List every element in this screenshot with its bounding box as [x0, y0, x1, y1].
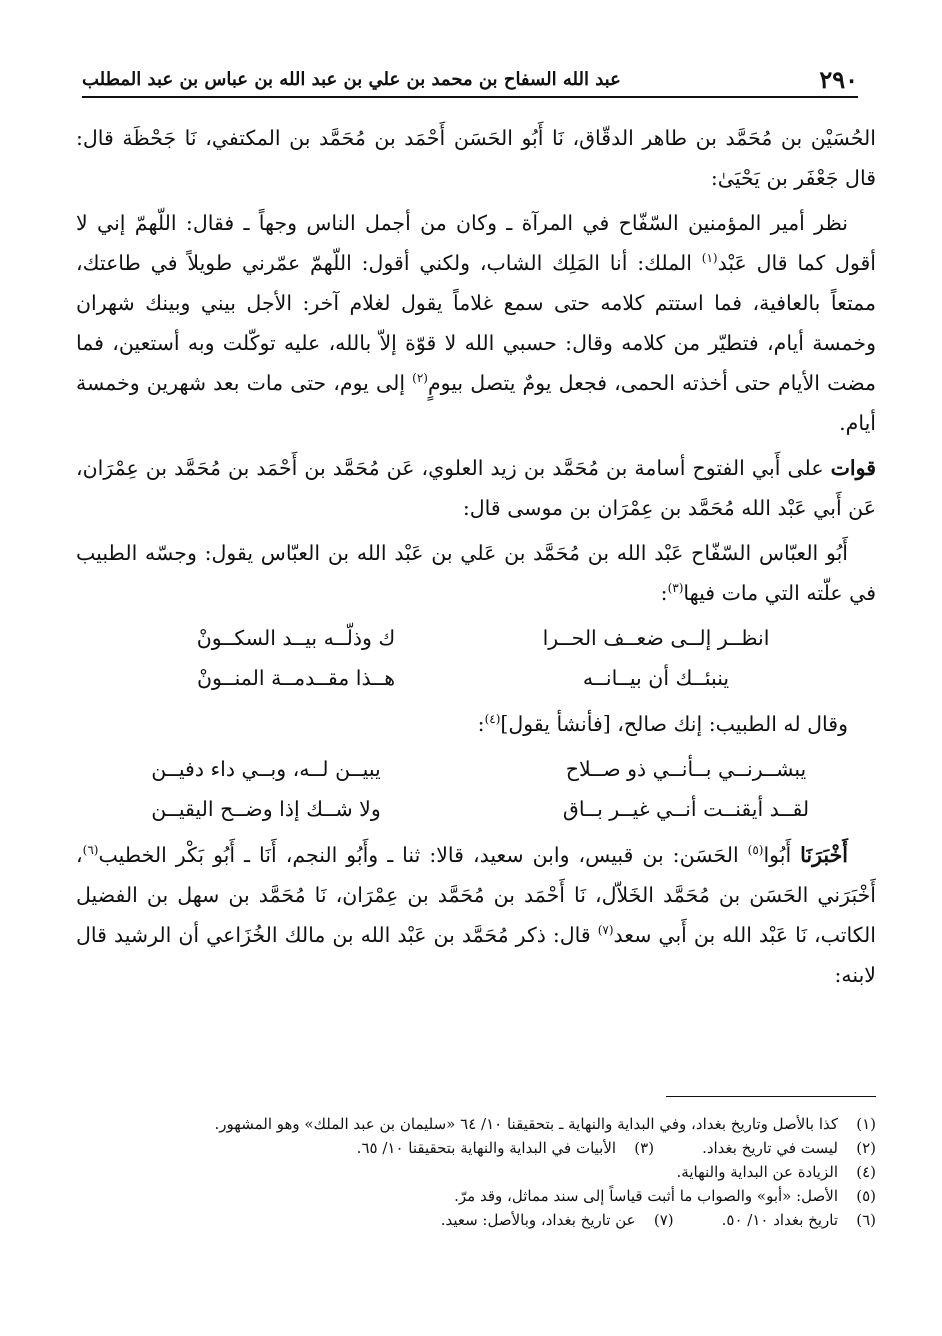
- footnote-divider: [666, 1096, 876, 1097]
- poem-2-line-2-first: لقــد أيقنــت أنــي غيــر بــاق: [562, 797, 810, 821]
- footnote-text: تاريخ بغداد ١٠/ ٥٠.: [721, 1211, 838, 1229]
- paragraph-6-part-a: أَبُوا: [763, 843, 801, 867]
- poem-1-line-2-second: هــذا مقــدمــة المنــونْ: [196, 666, 396, 690]
- paragraph-6-part-b: الحَسَن: بن قبيس، وابن سعيد، قالا: ثنا ـ وأَبُو النجم، أَنَا ـ أَبُو بَكْر الخطيب: [98, 843, 748, 867]
- paragraph-4-part-b: :: [660, 581, 668, 605]
- footnote-text: ليست في تاريخ بغداد.: [702, 1139, 838, 1157]
- footnote-3: [357, 1136, 654, 1160]
- footnote-mark-7: (٧): [597, 923, 614, 938]
- paragraph-6: [76, 835, 876, 995]
- footnote-text: كذا بالأصل وتاريخ بغداد، وفي البداية والنهاية ـ بتحقيقنا ١٠/ ٦٤ «سليمان بن عبد الملك» وهو المشهور.: [214, 1115, 838, 1133]
- footnote-text: الأصل: «أبو» والصواب ما أثبت قياساً إلى سند مماثل، وقد مرّ.: [454, 1187, 838, 1205]
- paragraph-3-rest: على أَبي الفتوح أسامة بن مُحَمَّد بن زيد العلوي، عَن مُحَمَّد بن أَحْمَد بن مُحَمَّد بن عِمْرَان، عَن أَبي عَبْد الله مُحَمَّد بن عِمْرَان بن موسى قال:: [76, 456, 876, 520]
- page-header: [82, 62, 858, 98]
- paragraph-6-lead: أَخْبَرَنَا: [800, 843, 848, 867]
- footnote-number: (٢): [856, 1139, 876, 1157]
- footnote-text: عن تاريخ بغداد، وبالأصل: سعيد.: [440, 1211, 636, 1229]
- paragraph-3-lead: قوات: [830, 456, 876, 480]
- paragraph-2-part-a: نظر أمير المؤمنين السّفّاح في المرآة ـ وكان من أجمل الناس وجهاً ـ فقال: اللّهمّ إني لا أقول كما قال عَبْد: [76, 211, 876, 275]
- paragraph-6-part-d: قال: ذكر مُحَمَّد بن عَبْد الله بن مالك الخُزَاعي أن الرشيد قال لابنه:: [76, 923, 876, 987]
- footnote-7: [441, 1208, 674, 1232]
- footnote-mark-2: (٢): [412, 371, 428, 386]
- poem-2-line-2-second: ولا شــك إذا وضــح اليقيــن: [151, 797, 381, 821]
- poem-1: [76, 618, 876, 698]
- paragraph-2: [76, 203, 876, 443]
- paragraph-5-part-b: :: [477, 712, 485, 736]
- footnote-4: [76, 1160, 876, 1184]
- footnote-5: [76, 1184, 876, 1208]
- footnote-number: (١): [856, 1115, 876, 1133]
- paragraph-3: [76, 448, 876, 528]
- footnote-mark-1: (١): [701, 251, 718, 266]
- poem-1-line-2-first: ينبئــك أن بيــانــه: [582, 666, 730, 690]
- footnote-1: [76, 1112, 876, 1136]
- footnote-text: الزيادة عن البداية والنهاية.: [676, 1163, 838, 1181]
- paragraph-4-part-a: أَبُو العبّاس السّفّاح عَبْد الله بن مُحَمَّد بن عَلي بن عَبْد الله بن العبّاس يقول: وجسّه الطبيب في علّته التي مات فيها: [76, 541, 876, 605]
- paragraph-6-part-c: ، أَخْبَرَني الحَسَن بن مُحَمَّد الخَلاّل، نَا أَحْمَد بن مُحَمَّد بن عِمْرَان، نَا مُحَمَّد بن سهل بن الفضيل الكاتب، نَا عَبْد الله بن أَبي سعد: [76, 843, 876, 947]
- poem-1-line-1-second: ك وذلّــه بيــد السكــونْ: [196, 626, 396, 650]
- footnote-number: (٦): [856, 1211, 876, 1229]
- main-text: [76, 118, 876, 1000]
- footnote-mark-6: (٦): [82, 843, 99, 858]
- poem-2-line-1-first: يبشــرنــي بــأنــي ذو صــلاح: [565, 757, 807, 781]
- poem-2: [76, 749, 876, 829]
- paragraph-1: الحُسَيْن بن مُحَمَّد بن طاهر الدقّاق، نَا أَبُو الحَسَن أَحْمَد بن مُحَمَّد بن المكتفي، نَا جَحْظَة قال: قال جَعْفَر بن يَحْيَىٰ:: [76, 126, 876, 190]
- page-number: ٢٩٠: [819, 64, 858, 94]
- footnote-number: (٧): [653, 1211, 674, 1229]
- footnotes: [76, 1112, 876, 1232]
- footnote-number: (٥): [856, 1187, 876, 1205]
- footnote-mark-5: (٥): [747, 843, 764, 858]
- poem-1-line-1-first: انظــر إلــى ضعــف الحــرا: [542, 626, 770, 650]
- footnote-text: الأبيات في البداية والنهاية بتحقيقنا ١٠/ ٦٥.: [356, 1139, 617, 1157]
- poem-2-line-1-second: يبيــن لــه، وبــي داء دفيــن: [151, 757, 381, 781]
- paragraph-2-part-b: الملك: أنا المَلِك الشاب، ولكني أقول: اللّهمّ عمّرني طويلاً في طاعتك، ممتعاً بالعافية، فما استتم كلامه حتى سمع غلاماً يقول لغلام آخر: الأجل بيني وبينك شهران وخمسة أيام، فتطيّر من كلامه وقال: حسبي الله لا قوّة إلاّ بالله، عليه توكّلت وبه أستعين، فما مضت الأيام حتى أخذته الحمى، فجعل يومٌ يتصل بيومٍ: [76, 251, 876, 395]
- paragraph-5-part-a: وقال له الطبيب: إنك صالح، [فأنشأ يقول]: [500, 712, 848, 736]
- footnote-2: [702, 1136, 876, 1160]
- paragraph-2-part-c: إلى يوم، حتى مات بعد شهرين وخمسة أيام.: [76, 371, 876, 435]
- footnote-number: (٤): [856, 1163, 876, 1181]
- paragraph-5: [76, 704, 876, 744]
- footnote-number: (٣): [634, 1139, 655, 1157]
- paragraph-4: [76, 533, 876, 613]
- footnote-6: [722, 1208, 876, 1232]
- footnote-mark-4: (٤): [484, 712, 501, 727]
- running-title: عبد الله السفاح بن محمد بن علي بن عبد الله بن عباس بن عبد المطلب: [82, 68, 621, 90]
- footnote-mark-3: (٣): [667, 581, 684, 596]
